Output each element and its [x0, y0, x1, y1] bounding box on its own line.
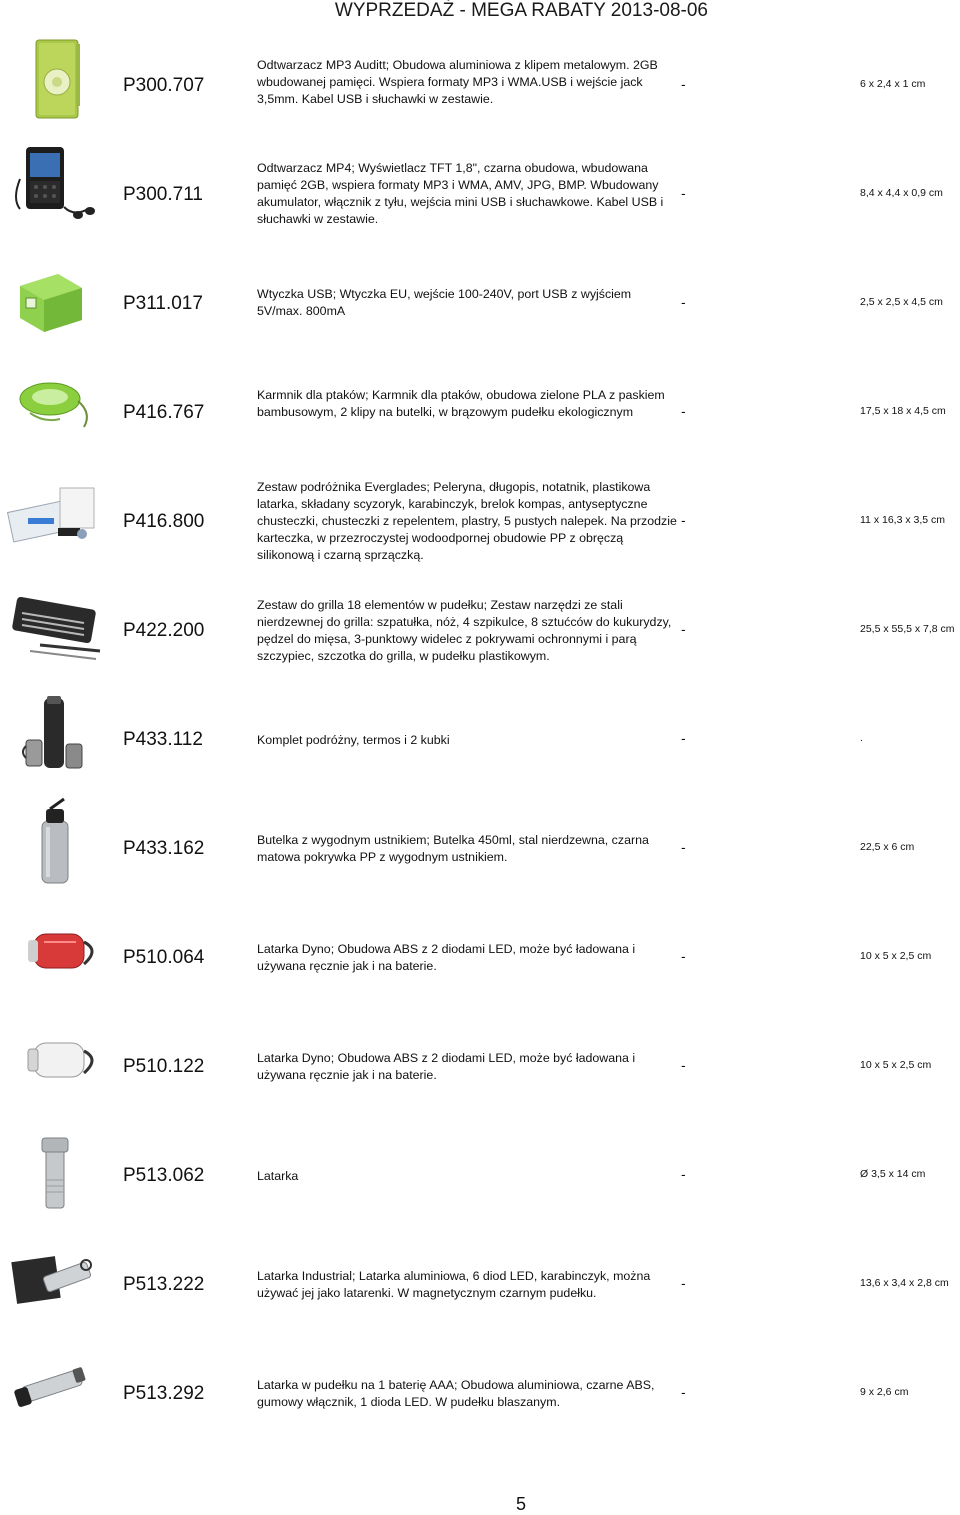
- product-description: Karmnik dla ptaków; Karmnik dla ptaków, obudowa zielone PLA z paskiem bambusowym, 2 klipy na butelki, w brązowym pudełku ekologicznym: [257, 388, 665, 419]
- thermos-set-image: [0, 684, 110, 793]
- silver-flashlight-image: [0, 1120, 110, 1229]
- product-price: -: [681, 512, 686, 528]
- product-code: P433.162: [123, 838, 205, 859]
- mp3-player-image: [0, 30, 110, 139]
- product-row: [0, 1011, 960, 1120]
- product-row: [0, 1229, 960, 1338]
- aaa-flashlight-image: [0, 1338, 110, 1447]
- product-row: [0, 902, 960, 1011]
- product-price: -: [681, 76, 686, 92]
- product-price: -: [681, 730, 686, 746]
- product-description: Wtyczka USB; Wtyczka EU, wejście 100-240V, port USB z wyjściem 5V/max. 800mA: [257, 287, 632, 318]
- product-code: P422.200: [123, 620, 205, 641]
- product-code: P311.017: [123, 293, 203, 314]
- industrial-lantern-image: [0, 1229, 110, 1338]
- product-price: -: [681, 185, 686, 201]
- product-row: [0, 1120, 960, 1229]
- product-description: Butelka z wygodnym ustnikiem; Butelka 450ml, stal nierdzewna, czarna matowa pokrywka PP z wygodnym ustnikiem.: [257, 833, 649, 864]
- travel-kit-image: [0, 466, 110, 575]
- mp4-player-image: [0, 139, 110, 248]
- page-number: 5: [515, 1494, 526, 1514]
- product-dimensions: 8,4 x 4,4 x 0,9 cm: [860, 187, 943, 199]
- product-code: P513.292: [123, 1383, 205, 1404]
- product-description: Latarka: [257, 1169, 299, 1183]
- product-price: -: [681, 294, 686, 310]
- product-description: Odtwarzacz MP3 Auditt; Obudowa aluminiowa z klipem metalowym. 2GB wbudowanej pamięci. Wspiera formaty MP3 i WMA.USB i wejście jack 3,5mm. Kabel USB i słuchawki w zestawie.: [257, 58, 658, 106]
- product-row: [0, 684, 960, 793]
- product-dimensions: 22,5 x 6 cm: [860, 841, 915, 853]
- product-code: P513.062: [123, 1165, 205, 1186]
- product-price: -: [681, 1166, 686, 1182]
- product-dimensions: 10 x 5 x 2,5 cm: [860, 1059, 932, 1071]
- product-description: Latarka Dyno; Obudowa ABS z 2 diodami LED, może być ładowana i używana ręcznie jak i na baterie.: [257, 942, 636, 973]
- usb-plug-image: [0, 248, 110, 357]
- product-code: P510.064: [123, 947, 205, 968]
- product-code: P416.767: [123, 402, 205, 423]
- product-code: P433.112: [123, 729, 203, 750]
- product-price: -: [681, 839, 686, 855]
- product-description: Zestaw do grilla 18 elementów w pudełku; Zestaw narzędzi ze stali nierdzewnej do grilla: szpatułka, nóż, 4 szpikulce, 8 sztućców do kukurydzy, pędzel do mięsa, 3-punktowy widelec z pokrywami ochronnymi i parą szczypiec, szczotka do grilla, w pudełku plastikowym.: [257, 598, 672, 663]
- product-price: -: [681, 1384, 686, 1400]
- page-title: WYPRZEDAŻ - MEGA RABATY 2013-08-06: [334, 0, 708, 21]
- product-description: Latarka Industrial; Latarka aluminiowa, 6 diod LED, karabinczyk, można używać jej jako latarenki. W magnetycznym czarnym pudełku.: [257, 1269, 651, 1300]
- product-description: Komplet podróżny, termos i 2 kubki: [257, 733, 450, 747]
- product-row: [0, 139, 960, 248]
- product-dimensions: .: [860, 732, 863, 744]
- product-description: Latarka w pudełku na 1 baterię AAA; Obudowa aluminiowa, czarne ABS, gumowy włącznik, 1 dioda LED. W pudełku blaszanym.: [257, 1378, 655, 1409]
- product-dimensions: 2,5 x 2,5 x 4,5 cm: [860, 296, 943, 308]
- product-row: [0, 1338, 960, 1447]
- steel-bottle-image: [0, 793, 110, 902]
- product-price: -: [681, 1275, 686, 1291]
- product-code: P513.222: [123, 1274, 205, 1295]
- product-dimensions: 6 x 2,4 x 1 cm: [860, 78, 926, 90]
- product-description: Odtwarzacz MP4; Wyświetlacz TFT 1,8", czarna obudowa, wbudowana pamięć 2GB, wspiera formaty MP3 i WMA, AMV, JPG, BMP. Wbudowany akumulator, włącznik z tyłu, wejścia mini USB i słuchawkowe. Kabel USB i słuchawki w zestawie.: [257, 161, 664, 226]
- product-dimensions: Ø 3,5 x 14 cm: [860, 1168, 926, 1180]
- product-price: -: [681, 948, 686, 964]
- product-dimensions: 9 x 2,6 cm: [860, 1386, 909, 1398]
- product-dimensions: 17,5 x 18 x 4,5 cm: [860, 405, 946, 417]
- product-price: -: [681, 403, 686, 419]
- bbq-set-image: [0, 575, 110, 684]
- page-header: [0, 0, 960, 22]
- product-code: P300.711: [123, 184, 203, 205]
- product-row: [0, 466, 960, 575]
- product-price: -: [681, 1057, 686, 1073]
- product-dimensions: 11 x 16,3 x 3,5 cm: [860, 514, 946, 526]
- product-dimensions: 25,5 x 55,5 x 7,8 cm: [860, 623, 955, 635]
- product-row: [0, 575, 960, 684]
- product-description: Zestaw podróżnika Everglades; Peleryna, długopis, notatnik, plastikowa latarka, składany scyzoryk, karabinczyk, brelok kompas, antyseptyczne chusteczki, chusteczki z repelentem, plastry, 5 pustych nalepek. Na przodzie karteczka, w przezroczystej wodoodpornej obudowie PP z obręczą silikonową i czarną sprzączką.: [257, 480, 677, 562]
- product-row: [0, 30, 960, 139]
- bird-feeder-image: [0, 357, 110, 466]
- product-dimensions: 13,6 x 3,4 x 2,8 cm: [860, 1277, 949, 1289]
- product-code: P510.122: [123, 1056, 205, 1077]
- product-row: [0, 357, 960, 466]
- product-code: P416.800: [123, 511, 205, 532]
- product-row: [0, 248, 960, 357]
- product-price: -: [681, 621, 686, 637]
- product-dimensions: 10 x 5 x 2,5 cm: [860, 950, 932, 962]
- dyno-flashlight-white-image: [0, 1011, 110, 1120]
- product-code: P300.707: [123, 75, 205, 96]
- dyno-flashlight-red-image: [0, 902, 110, 1011]
- product-row: [0, 793, 960, 902]
- product-description: Latarka Dyno; Obudowa ABS z 2 diodami LED, może być ładowana i używana ręcznie jak i na baterie.: [257, 1051, 636, 1082]
